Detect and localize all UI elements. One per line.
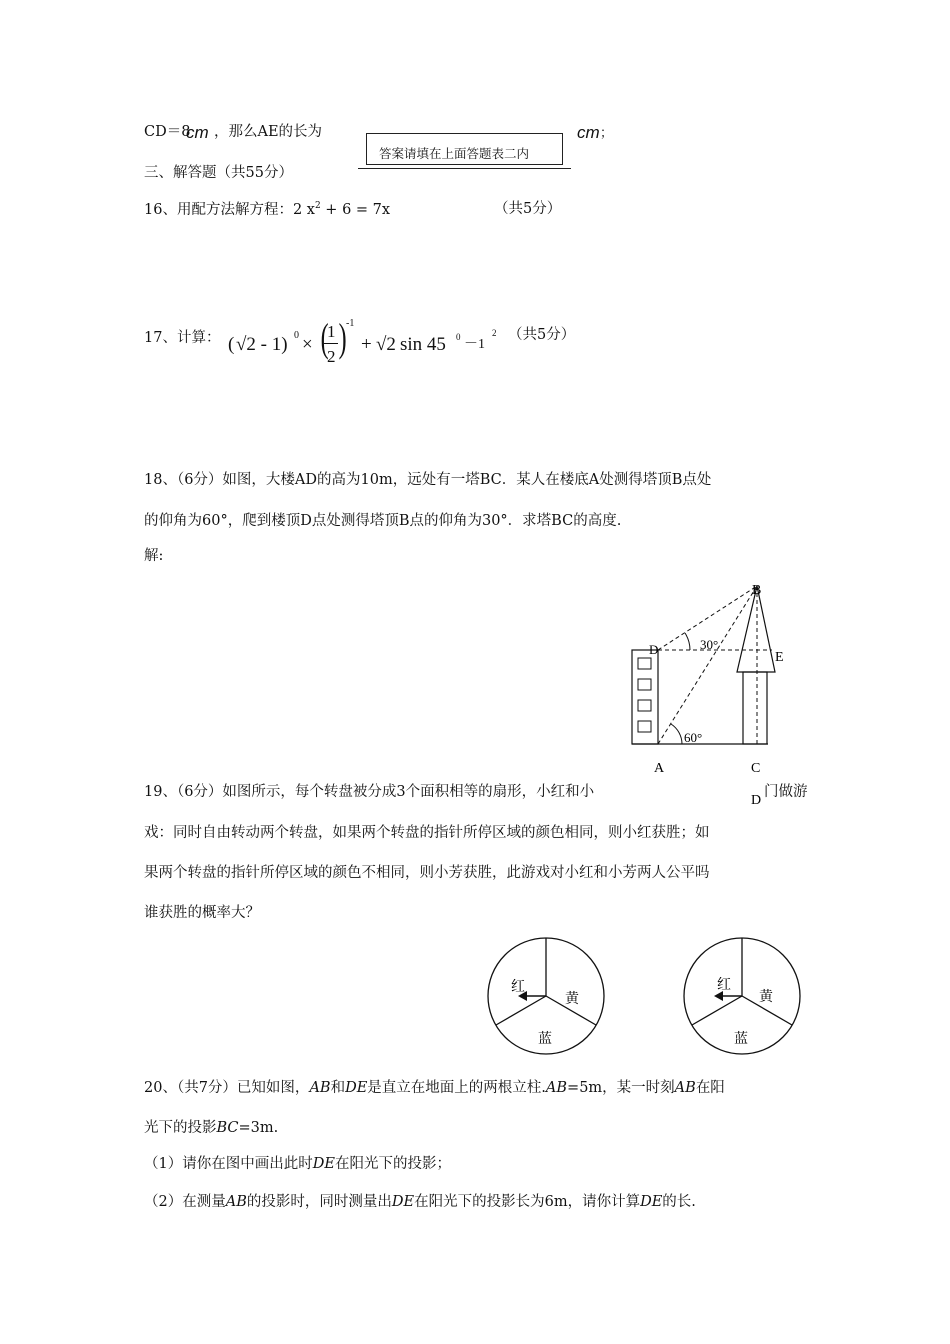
label-60: 60° (684, 730, 703, 745)
tower-figure (620, 578, 800, 808)
cm-unit-2: cm (577, 123, 600, 142)
spinner-1-blue: 蓝 (538, 1031, 552, 1047)
ae-text: ，那么AE的长为 (214, 124, 323, 140)
spinner-1 (485, 935, 607, 1057)
label-30: 30° (700, 637, 719, 652)
window-4 (638, 721, 651, 732)
q16-text: 16、用配方法解方程：2 $x^2 + 6 = 7x$ (144, 201, 391, 218)
cm-unit: cm (186, 123, 209, 142)
q19-line4: 谁获胜的概率大？ (144, 905, 260, 921)
label-c: C (751, 761, 761, 776)
building-ad (632, 650, 658, 744)
spinner-2-yellow: 黄 (759, 989, 773, 1005)
q19-line3: 果两个转盘的指针所停区域的颜色不相同，则小芳获胜，此游戏对小红和小芳两人公平吗 (144, 865, 710, 881)
q19-line1: 19、（6分）如图所示，每个转盘被分成3个面积相等的扇形，小红和小 (144, 784, 595, 800)
q20-line1: 20、（共7分）已知如图，AB和DE是直立在地面上的两根立柱.AB=5m，某一时刻AB在阳 (144, 1080, 725, 1096)
tower-body (743, 672, 767, 744)
tower-spire (737, 586, 775, 672)
q18-line2: 的仰角为60°，爬到楼顶D点处测得塔顶B点的仰角为30°．求塔BC的高度. (144, 513, 622, 529)
q20-part1: （1）请你在图中画出此时DE在阳光下的投影； (144, 1156, 451, 1172)
sight-line-a (658, 586, 757, 744)
answer-box (366, 133, 563, 165)
window-2 (638, 679, 651, 690)
spinner-2-divider-left (692, 996, 742, 1025)
cd-text: CD＝8 (144, 124, 191, 140)
q20-line2: 光下的投影BC=3m. (144, 1120, 279, 1136)
q16-points: （共5分） (494, 201, 562, 217)
window-1 (638, 658, 651, 669)
spinner-2-blue: 蓝 (734, 1031, 748, 1047)
q17-label: 17、计算： (144, 330, 221, 346)
q17-formula: ( √2 - 1) 0 × ( 1 2 ) -1 + √2 sin 45 0 －1 2 (228, 315, 497, 366)
spinner-2-red: 红 (717, 977, 731, 993)
q19-line1-tail: 门做游 (764, 784, 808, 800)
q17-points: （共5分） (508, 327, 576, 343)
answer-box-text: 答案请填在上面答题表二内 (379, 146, 530, 161)
label-a: A (654, 761, 665, 776)
window-3 (638, 700, 651, 711)
semicolon: ； (600, 126, 614, 141)
q18-line1: 18、（6分）如图，大楼AD的高为10m，远处有一塔BC．某人在楼底A处测得塔顶B点处 (144, 472, 712, 488)
q18-solution: 解: (144, 548, 164, 564)
label-d-bottom: D (751, 793, 762, 808)
spinner-1-yellow: 黄 (565, 991, 579, 1007)
label-e: E (775, 650, 784, 665)
angle-arc-60 (671, 724, 682, 744)
q20-part2: （2）在测量AB的投影时，同时测量出DE在阳光下的投影长为6m，请你计算DE的长. (144, 1194, 696, 1210)
q19-line2: 戏：同时自由转动两个转盘，如果两个转盘的指针所停区域的颜色相同，则小红获胜；如 (144, 825, 710, 841)
spinner-1-red: 红 (511, 979, 525, 995)
label-b: B (752, 583, 762, 598)
answer-underline (358, 168, 571, 169)
spinner-1-divider-left (496, 996, 546, 1025)
spinner-2 (681, 935, 803, 1057)
section-three-heading: 三、解答题（共55分） (144, 165, 293, 181)
angle-arc-30 (685, 633, 690, 650)
label-d-top: D (649, 642, 659, 657)
